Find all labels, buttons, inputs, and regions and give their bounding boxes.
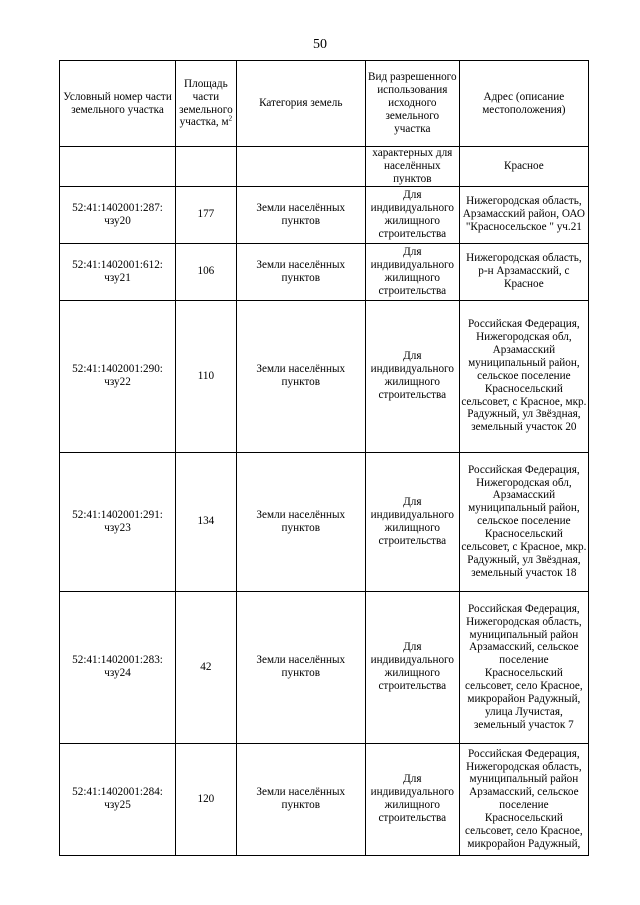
cell-address: Российская Федерация, Нижегородская область, муниципальный район Арзамасский, сельское поселение Красносельский сельсовет, село Красное, микрорайон Радужный,: [459, 743, 588, 855]
cell-permitted-use: Для индивидуального жилищного строительства: [365, 243, 459, 300]
cell-address: Нижегородская область, р-н Арзамасский, с Красное: [459, 243, 588, 300]
table-row: [60, 186, 589, 243]
table-row: [60, 243, 589, 300]
table-row: [60, 452, 589, 591]
cell-plot-number: 52:41:1402001:287: чзу20: [60, 186, 176, 243]
cell-land-category: Земли населённых пунктов: [236, 300, 365, 452]
cell-address: Нижегородская область, Арзамасский район, ОАО "Красносельское " уч.21: [459, 186, 588, 243]
header-land-category: Категория земель: [236, 61, 365, 147]
cell-plot-number: 52:41:1402001:612: чзу21: [60, 243, 176, 300]
header-area: [176, 61, 237, 147]
cell-land-category: Земли населённых пунктов: [236, 591, 365, 743]
table-header-row: [60, 61, 589, 147]
cell-land-category: Земли населённых пунктов: [236, 743, 365, 855]
cell-land-category: [236, 147, 365, 187]
table-row: [60, 591, 589, 743]
cell-address: Российская Федерация, Нижегородская обл, Арзамасский муниципальный район, сельское поселение Красносельский сельсовет, с Красное, мкр. Радужный, ул Звёздная, земельный участок 18: [459, 452, 588, 591]
cell-address: Красное: [459, 147, 588, 187]
cell-area: 134: [176, 452, 237, 591]
cell-area: 42: [176, 591, 237, 743]
cell-area: 177: [176, 186, 237, 243]
table-row-continuation: [60, 147, 589, 187]
cell-address: Российская Федерация, Нижегородская область, муниципальный район Арзамасский, сельское поселение Красносельский сельсовет, село Красное, микрорайон Радужный, улица Лучистая, земельный участок 7: [459, 591, 588, 743]
cell-land-category: Земли населённых пунктов: [236, 243, 365, 300]
header-plot-number: Условный номер части земельного участка: [60, 61, 176, 147]
cell-plot-number: 52:41:1402001:290: чзу22: [60, 300, 176, 452]
cell-land-category: Земли населённых пунктов: [236, 186, 365, 243]
cell-permitted-use: Для индивидуального жилищного строительства: [365, 186, 459, 243]
page-number: 50: [313, 37, 327, 52]
cell-permitted-use: Для индивидуального жилищного строительства: [365, 743, 459, 855]
cell-land-category: Земли населённых пунктов: [236, 452, 365, 591]
header-area-label: Площадь части земельного участка, м: [179, 77, 233, 129]
cell-plot-number: 52:41:1402001:291: чзу23: [60, 452, 176, 591]
cell-permitted-use: Для индивидуального жилищного строительства: [365, 300, 459, 452]
cell-area: 106: [176, 243, 237, 300]
table-row: [60, 743, 589, 855]
cell-area: 110: [176, 300, 237, 452]
header-area-unit-superscript: 2: [228, 114, 233, 123]
cell-plot-number: [60, 147, 176, 187]
cell-address: Российская Федерация, Нижегородская обл, Арзамасский муниципальный район, сельское поселение Красносельский сельсовет, с Красное, мкр. Радужный, ул Звёздная, земельный участок 20: [459, 300, 588, 452]
cell-permitted-use: Для индивидуального жилищного строительства: [365, 452, 459, 591]
land-plots-table: [59, 60, 589, 856]
cell-permitted-use: Для индивидуального жилищного строительства: [365, 591, 459, 743]
cell-area: [176, 147, 237, 187]
cell-permitted-use: характерных для населённых пунктов: [365, 147, 459, 187]
cell-plot-number: 52:41:1402001:284: чзу25: [60, 743, 176, 855]
cell-area: 120: [176, 743, 237, 855]
cell-plot-number: 52:41:1402001:283: чзу24: [60, 591, 176, 743]
header-permitted-use: Вид разрешенного использования исходного земельного участка: [365, 61, 459, 147]
table-row: [60, 300, 589, 452]
header-address: Адрес (описание местоположения): [459, 61, 588, 147]
